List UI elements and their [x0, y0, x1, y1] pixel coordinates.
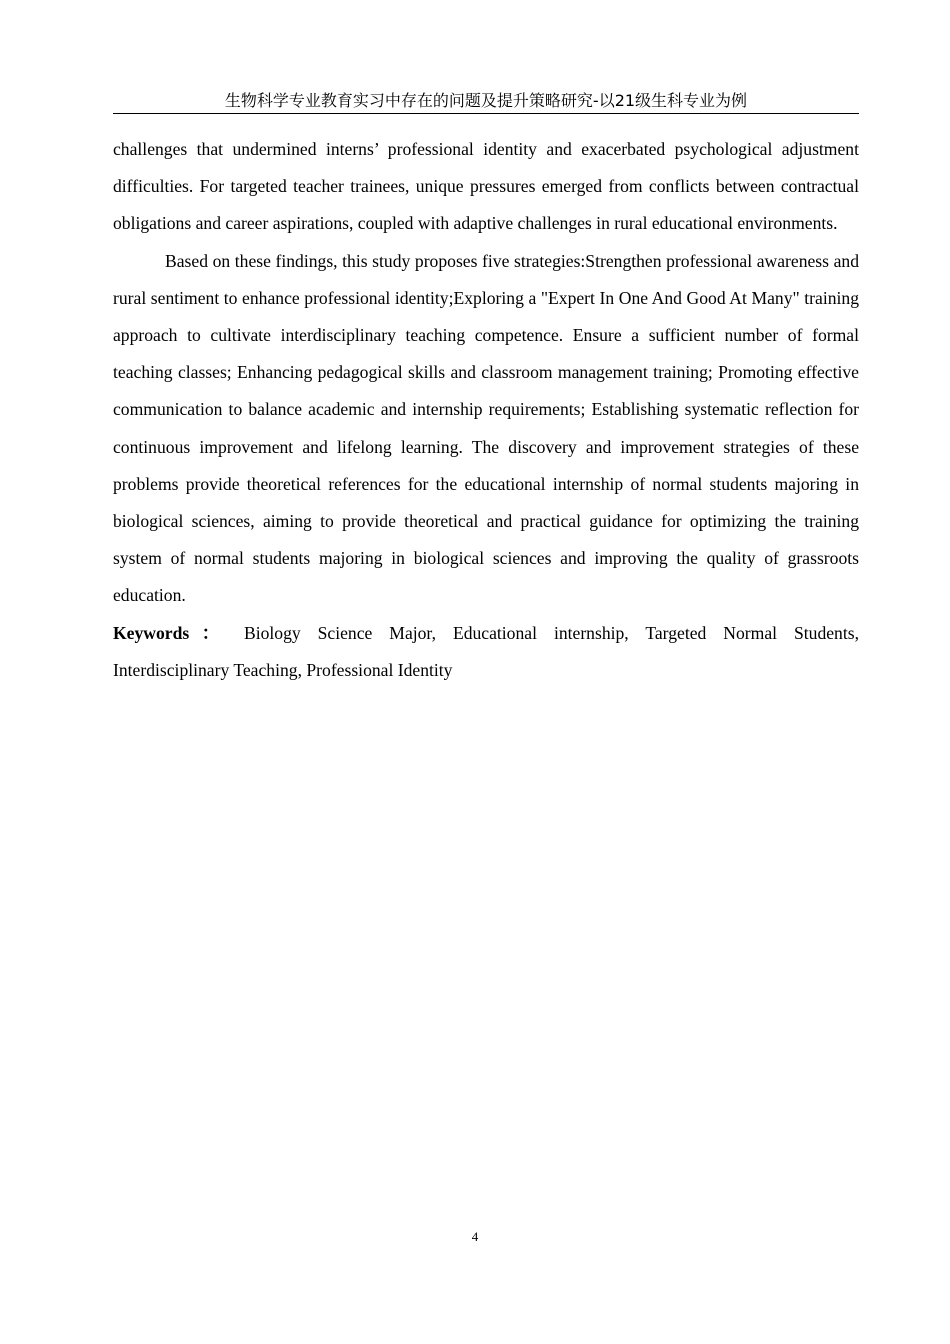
abstract-paragraph-strategies: Based on these findings, this study proposes five strategies:Strengthen professional awareness and rural sentiment to enhance professional identity;Exploring a "Expert In One And Good At Many" training approach to cultivate interdisciplinary teaching competence. Ensure a sufficient number of formal teaching classes; Enhancing pedagogical skills and classroom management training; Promoting effective communication to balance academic and internship requirements; Establishing systematic reflection for continuous improvement and lifelong learning. The discovery and improvement strategies of these problems provide theoretical references for the educational internship of normal students majoring in biological sciences, aiming to provide theoretical and practical guidance for optimizing the training system of normal students majoring in biological sciences and improving the quality of grassroots education.	[113, 250, 859, 606]
keywords-label: Keywords	[113, 622, 190, 643]
abstract-paragraph-continued: challenges that undermined interns’ professional identity and exacerbated psychological adjustment difficulties. For targeted teacher trainees, unique pressures emerged from conflicts between contractual obligations and career aspirations, coupled with adaptive challenges in rural educational environments.	[113, 139, 859, 234]
page-number: 4	[471, 1229, 479, 1244]
keywords-line	[113, 615, 859, 689]
keywords-separator: ：	[189, 622, 232, 643]
running-header: 生物科学专业教育实习中存在的问题及提升策略研究-以21级生科专业为例	[113, 89, 859, 114]
keywords-text: Biology Science Major, Educational internship, Targeted Normal Students, Interdisciplinary Teaching, Professional Identity	[113, 622, 859, 680]
abstract-body	[113, 131, 859, 689]
